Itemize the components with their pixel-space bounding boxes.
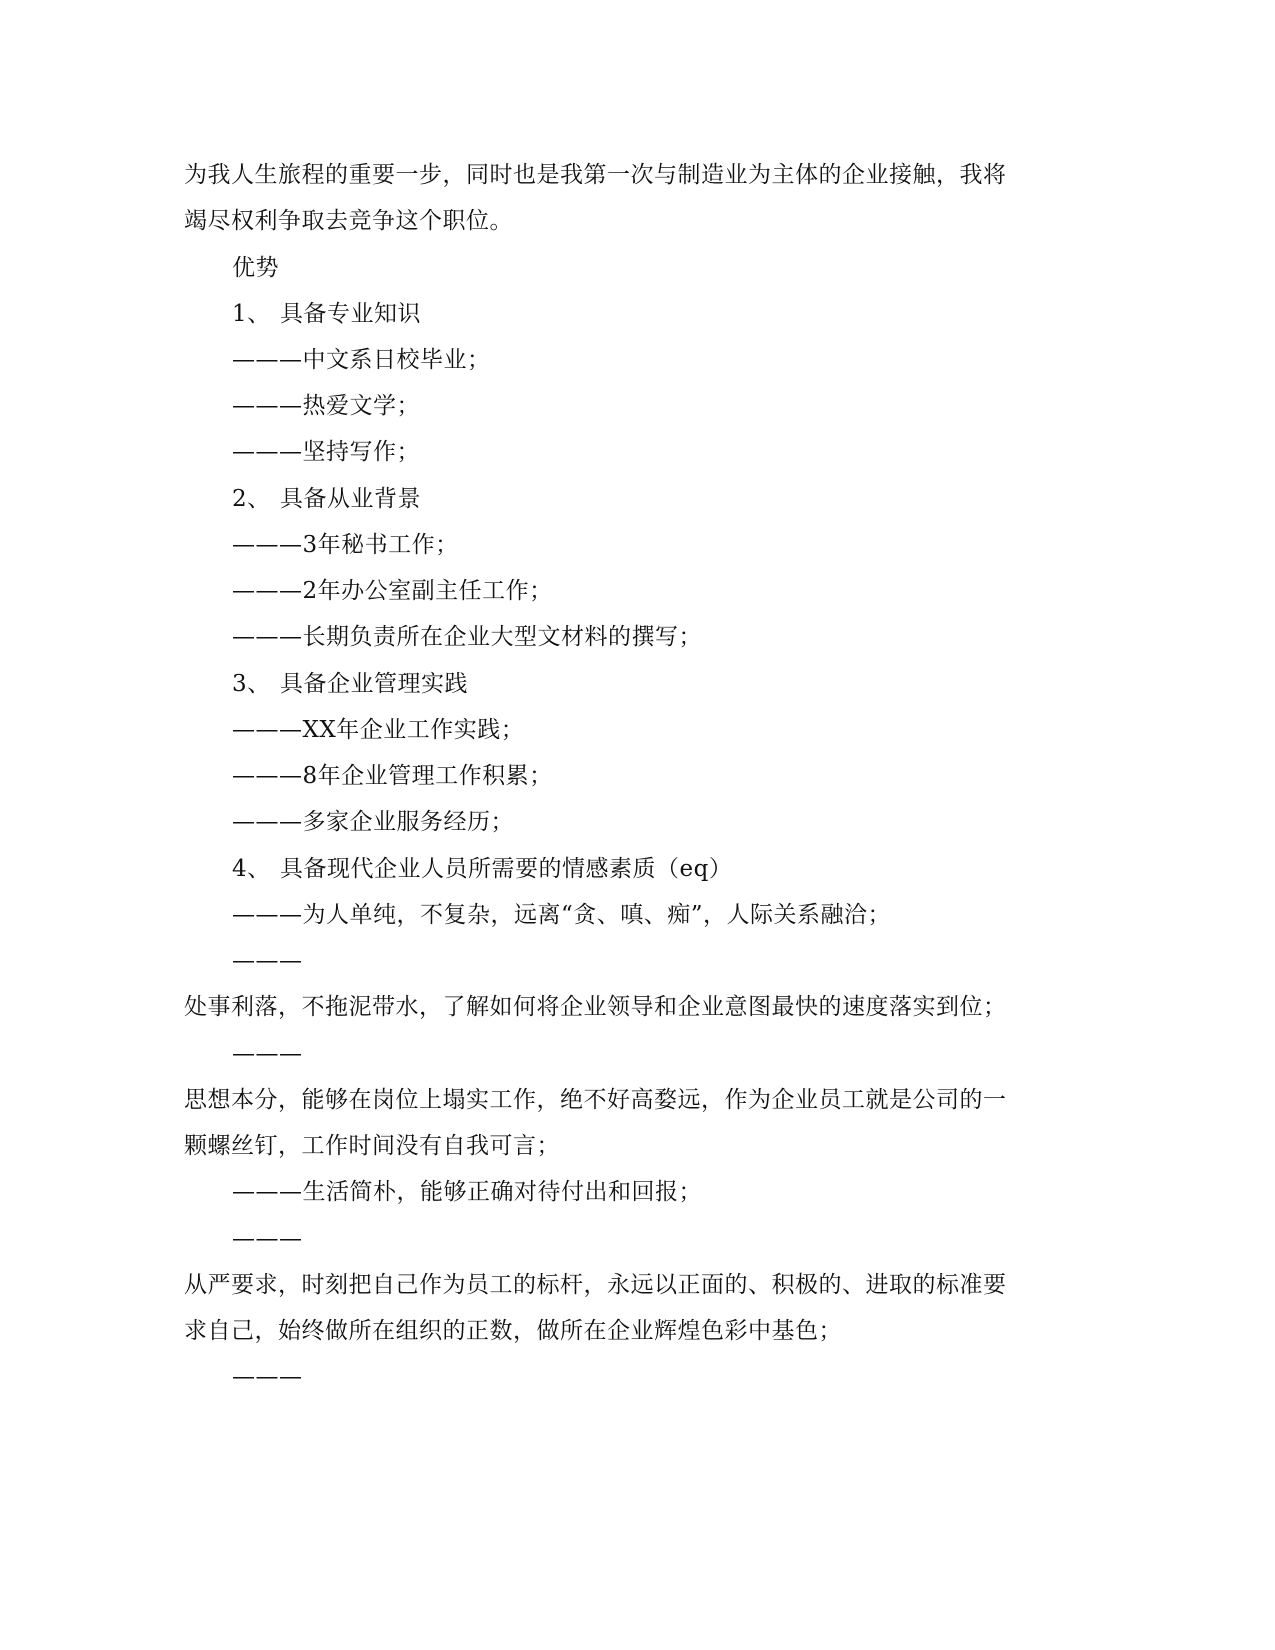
paragraph-line: 为我人生旅程的重要一步，同时也是我第一次与制造业为主体的企业接触，我将 [184,162,1007,188]
item-number: 1、 [232,301,271,327]
numbered-item [232,669,468,699]
list-item: ———中文系日校毕业； [232,347,491,373]
item-number: 2、 [232,486,271,512]
list-item: ———为人单纯，不复杂，远离“贪、嗔、痴”，人际关系融洽； [232,902,892,928]
paragraph-line: 竭尽权利争取去竞争这个职位。 [184,208,513,234]
list-item: ———2年办公室副主任工作； [232,578,553,604]
list-item: ———多家企业服务经历； [232,809,514,835]
item-number: 4、 [232,856,271,882]
numbered-item [232,299,421,329]
list-item: ———长期负责所在企业大型文材料的撰写； [232,624,702,650]
list-item: ———8年企业管理工作积累； [232,763,553,789]
list-item: ———热爱文学； [232,393,420,419]
paragraph-line: 思想本分，能够在岗位上塌实工作，绝不好高婺远，作为企业员工就是公司的一 [184,1087,1007,1113]
paragraph-line: 处事利落，不拖泥带水，了解如何将企业领导和企业意图最快的速度落实到位； [184,994,1007,1020]
item-text: 具备从业背景 [280,486,421,512]
paragraph-line: 从严要求，时刻把自己作为员工的标杆，永远以正面的、积极的、进取的标准要 [184,1272,1007,1298]
numbered-item [232,484,421,514]
list-item: ———坚持写作； [232,439,420,465]
numbered-item [232,854,732,884]
item-text: 具备专业知识 [280,301,421,327]
paragraph-line: 颗螺丝钉，工作时间没有自我可言； [184,1133,560,1159]
list-item-dash: ——— [232,948,303,974]
list-item-dash: ——— [232,1364,303,1390]
list-item: ———XX年企业工作实践； [232,717,525,743]
list-item-dash: ——— [232,1226,303,1252]
list-item: ———生活简朴，能够正确对待付出和回报； [232,1179,702,1205]
section-heading: 优势 [232,255,279,281]
list-item: ———3年秘书工作； [232,532,459,558]
paragraph-line: 求自己，始终做所在组织的正数，做所在企业辉煌色彩中基色； [184,1318,842,1344]
list-item-dash: ——— [232,1041,303,1067]
item-text: 具备企业管理实践 [280,671,468,697]
item-number: 3、 [232,671,271,697]
item-text: 具备现代企业人员所需要的情感素质（eq） [280,856,733,882]
